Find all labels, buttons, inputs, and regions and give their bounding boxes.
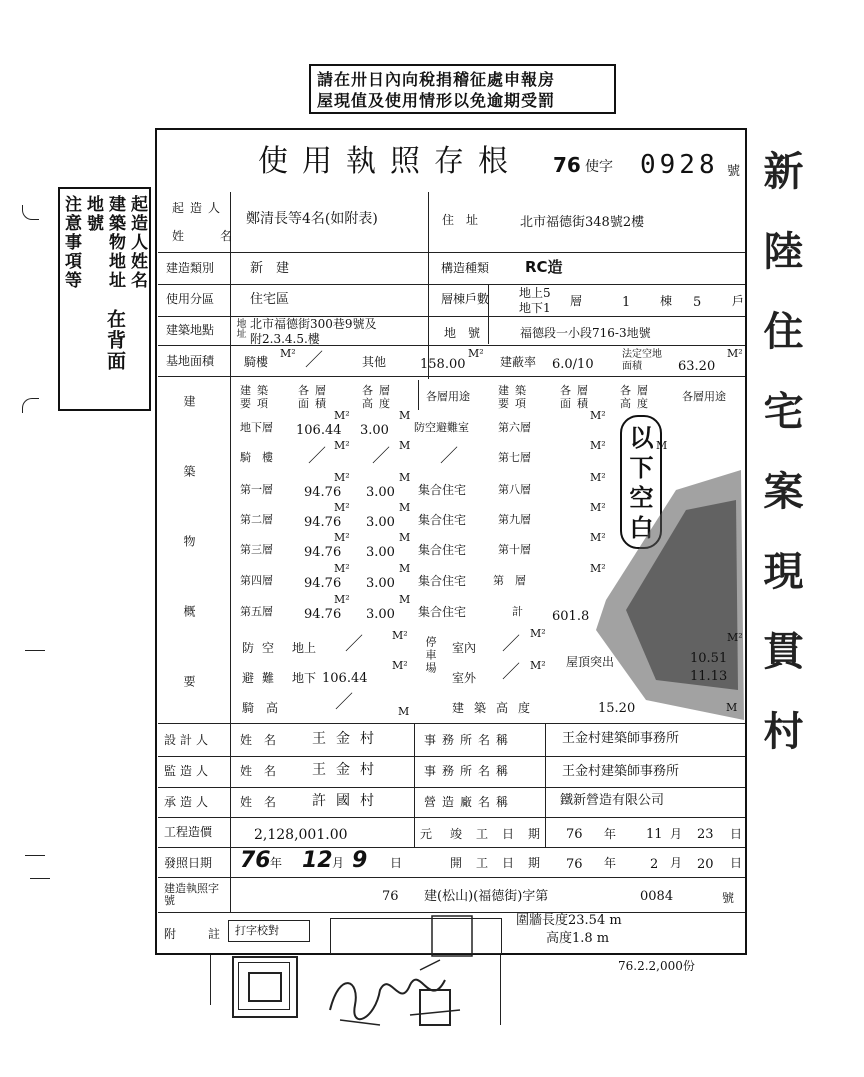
roof-value-1: 10.51 xyxy=(690,651,728,666)
role-label: 監造人 xyxy=(164,764,213,778)
title-year: 76 xyxy=(553,153,581,177)
structure-value: RC造 xyxy=(525,258,563,276)
side-note-col1: 起造人姓名 xyxy=(127,195,147,290)
roof-label: 屋頂突出 xyxy=(566,655,615,669)
structure-label: 構造種類 xyxy=(441,261,490,275)
person-name: 許國村 xyxy=(312,793,384,809)
floor-height: 3.00 xyxy=(366,515,395,530)
cost-value: 2,128,001.00 xyxy=(254,827,348,843)
m-unit: M xyxy=(726,701,738,714)
col-line xyxy=(428,192,429,379)
site-addr-line1: 北市福德街300巷9號及 xyxy=(250,317,377,331)
sqm-unit: M² xyxy=(334,409,350,422)
month-char: 月 xyxy=(332,856,345,870)
zoning-value: 住宅區 xyxy=(250,292,290,307)
row-line xyxy=(158,284,745,285)
building-overview-label: 建築物概要 xyxy=(182,395,196,745)
issue-label: 發照日期 xyxy=(164,856,213,870)
area-label: 基地面積 xyxy=(166,354,215,368)
sqm-unit: M² xyxy=(530,627,546,640)
cost-label: 工程造價 xyxy=(164,825,213,839)
name-label: 姓 名 xyxy=(240,764,277,778)
office-label: 營造廠名稱 xyxy=(424,795,515,809)
side-note-col3: 地號 xyxy=(83,195,103,233)
m-unit: M xyxy=(656,439,668,452)
row-line xyxy=(158,817,745,818)
shelter-up-label: 地上 xyxy=(292,641,317,655)
binding-mark xyxy=(22,205,39,220)
floor-use: 集合住宅 xyxy=(418,513,467,527)
floor-name-right: 第七層 xyxy=(498,451,531,464)
remarks-label: 附 註 xyxy=(164,927,231,941)
floor-name-right: 第十層 xyxy=(498,543,531,556)
units-count: 5 xyxy=(693,295,702,310)
office-name: 鐵新營造有限公司 xyxy=(560,793,665,808)
shelter-label-2: 避難 xyxy=(242,671,283,685)
sqm-unit: M² xyxy=(590,501,606,514)
proofread-seal-box: 打字校對 xyxy=(228,920,310,942)
permit-label: 建造執照字號 xyxy=(164,882,219,907)
shelter-up-value: ／ xyxy=(345,634,363,655)
floor-use: 集合住宅 xyxy=(418,483,467,497)
binding-mark xyxy=(30,878,50,879)
floor-height: 3.00 xyxy=(366,576,395,591)
row-line xyxy=(158,756,745,757)
area-unit: M² xyxy=(727,347,743,360)
lot-value: 福德段一小段716-3地號 xyxy=(520,326,651,340)
header-divider xyxy=(418,380,419,410)
m-unit: M xyxy=(399,531,411,544)
row-line xyxy=(158,723,745,724)
office-name: 王金村建築師事務所 xyxy=(562,731,680,746)
title-word: 使字 xyxy=(585,159,613,175)
side-note-col4: 注意事項等 xyxy=(61,195,81,290)
sqm-unit: M² xyxy=(334,562,350,575)
issue-month: 12 xyxy=(302,848,333,873)
floor-area: 94.76 xyxy=(304,607,342,622)
applicant-label-1: 起造人 xyxy=(172,201,227,215)
area-unit: M² xyxy=(280,347,296,360)
header-area-right: 各層面積 xyxy=(560,384,594,410)
completion-label: 竣工日期 xyxy=(450,827,555,841)
lot-label: 地 號 xyxy=(444,326,481,340)
cost-unit: 元 xyxy=(420,827,433,841)
sqm-unit: M² xyxy=(334,593,350,606)
floor-area: 94.76 xyxy=(304,576,342,591)
m-unit: M xyxy=(398,705,410,718)
building-type-value: 新 建 xyxy=(250,261,290,276)
header-height-right: 各層高度 xyxy=(620,384,654,410)
floor-name: 騎 樓 xyxy=(240,451,273,464)
m-unit: M xyxy=(399,501,411,514)
m-unit: M xyxy=(399,439,411,452)
floor-name: 地下層 xyxy=(240,421,273,434)
person-name: 王金村 xyxy=(312,731,384,747)
side-note-box xyxy=(58,187,151,411)
shelter-down-label: 地下 xyxy=(292,671,317,685)
permit-suffix: 號 xyxy=(722,891,735,905)
building-height-value: 15.20 xyxy=(598,701,636,716)
floors-above: 地上5 xyxy=(519,286,551,300)
year-char: 年 xyxy=(270,856,283,870)
side-note-col3b: 在背面 xyxy=(104,309,126,372)
floor-name-right: 第九層 xyxy=(498,513,531,526)
wall-height: 高度1.8 m xyxy=(546,931,610,946)
address-label: 住 址 xyxy=(442,213,479,227)
floor-height: 3.00 xyxy=(366,545,395,560)
small-seal xyxy=(428,912,478,962)
building-unit: 棟 xyxy=(660,294,673,308)
floor-use: 防空避難室 xyxy=(414,421,469,434)
building-type-label: 建造類別 xyxy=(166,261,215,275)
floor-height: ／ xyxy=(372,446,390,467)
start-month: 2 xyxy=(650,857,659,872)
units-unit: 戶 xyxy=(732,294,745,308)
binding-mark xyxy=(25,650,45,651)
legal-label: 法定空地面積 xyxy=(622,349,662,372)
floor-name: 第二層 xyxy=(240,513,273,526)
floor-name: 第五層 xyxy=(240,605,273,618)
print-info: 76.2.2,000份 xyxy=(618,959,695,973)
col-line xyxy=(414,723,415,847)
sqm-unit: M² xyxy=(334,531,350,544)
eaves-label: 騎 高 xyxy=(242,701,279,715)
arcade-value: ／ xyxy=(305,350,323,371)
official-seal xyxy=(232,956,298,1018)
floor-name: 第三層 xyxy=(240,543,273,556)
arcade-label: 騎樓 xyxy=(244,355,269,369)
form-title: 使用執照存根 xyxy=(258,144,522,179)
sqm-unit: M² xyxy=(334,439,350,452)
floor-name: 第一層 xyxy=(240,483,273,496)
floor-name-right: 第六層 xyxy=(498,421,531,434)
floor-name-right: 第八層 xyxy=(498,483,531,496)
floor-use: ／ xyxy=(440,446,458,467)
day-char: 日 xyxy=(390,856,403,870)
header-item: 建築要項 xyxy=(240,384,274,410)
stub-line xyxy=(500,955,501,1025)
month-char: 月 xyxy=(670,856,683,870)
sqm-unit: M² xyxy=(334,501,350,514)
notice-line2: 屋現值及使用情形以免逾期受罰 xyxy=(317,91,556,110)
floor-height: 3.00 xyxy=(366,485,395,500)
sqm-unit: M² xyxy=(727,631,743,644)
name-label: 姓 名 xyxy=(240,795,277,809)
completion-month: 11 xyxy=(646,827,663,842)
floor-unit: 層 xyxy=(570,294,583,308)
office-name: 王金村建築師事務所 xyxy=(562,764,680,779)
issue-year: 76 xyxy=(240,848,271,873)
m-unit: M xyxy=(399,562,411,575)
floor-name-right: 第 層 xyxy=(493,574,526,587)
title-suffix: 號 xyxy=(727,164,741,179)
roof-value-2: 11.13 xyxy=(690,669,728,684)
site-label: 建築地點 xyxy=(166,323,215,337)
floor-area: 106.44 xyxy=(296,423,342,438)
start-year: 76 xyxy=(566,857,583,872)
stub-line xyxy=(210,955,211,1005)
sqm-unit: M² xyxy=(590,562,606,575)
parking-in-value: ／ xyxy=(502,634,520,655)
floors-below: 地下1 xyxy=(519,301,551,315)
header-area: 各層面積 xyxy=(298,384,332,410)
m-unit: M xyxy=(399,471,411,484)
binding-mark xyxy=(22,398,39,413)
permit-year: 76 xyxy=(382,889,399,904)
sqm-unit: M² xyxy=(590,471,606,484)
other-label: 其他 xyxy=(362,355,387,369)
parking-in-label: 室內 xyxy=(452,641,477,655)
permit-text: 建(松山)(福德街)字第 xyxy=(424,889,549,904)
floor-name-right: 計 xyxy=(512,605,523,618)
sqm-unit: M² xyxy=(590,409,606,422)
sqm-unit: M² xyxy=(334,471,350,484)
zoning-label: 使用分區 xyxy=(166,292,215,306)
header-item-right: 建築要項 xyxy=(498,384,532,410)
completion-day: 23 xyxy=(697,827,714,842)
site-addr-line2: 附2.3.4.5.樓 xyxy=(250,332,320,346)
address-value: 北市福德街348號2樓 xyxy=(520,215,645,230)
applicant-label-2: 姓 名 xyxy=(172,229,245,243)
day-char: 日 xyxy=(730,856,743,870)
floor-name: 第四層 xyxy=(240,574,273,587)
m-unit: M xyxy=(399,593,411,606)
role-label: 設計人 xyxy=(164,733,213,747)
completion-year: 76 xyxy=(566,827,583,842)
building-height-label: 建築高度 xyxy=(452,701,541,715)
floor-use: 集合住宅 xyxy=(418,605,467,619)
area-unit: M² xyxy=(468,347,484,360)
floor-height: 3.00 xyxy=(366,607,395,622)
parking-out-label: 室外 xyxy=(452,671,477,685)
header-use-right: 各層用途 xyxy=(682,390,726,403)
shelter-label-1: 防空 xyxy=(242,641,283,655)
floor-area: 94.76 xyxy=(304,485,342,500)
office-label: 事務所名稱 xyxy=(424,733,515,747)
other-value: 158.00 xyxy=(420,357,466,372)
sqm-unit: M² xyxy=(392,659,408,672)
floor-height: 3.00 xyxy=(360,423,389,438)
parking-label: 停車場 xyxy=(424,636,437,675)
floor-area: 94.76 xyxy=(304,545,342,560)
m-unit: M xyxy=(399,409,411,422)
sqm-unit: M² xyxy=(590,531,606,544)
floor-use: 集合住宅 xyxy=(418,543,467,557)
permit-number: 0084 xyxy=(640,889,674,904)
notice-box xyxy=(309,64,616,114)
shelter-down-value: 106.44 xyxy=(322,671,368,686)
side-note-col2: 建築物地址 xyxy=(105,195,125,290)
year-char: 年 xyxy=(604,856,617,870)
issue-day: 9 xyxy=(352,848,368,873)
col-line xyxy=(230,192,231,912)
handwritten-signature xyxy=(320,950,480,1035)
office-label: 事務所名稱 xyxy=(424,764,515,778)
total-area: 601.8 xyxy=(552,609,590,624)
sqm-unit: M² xyxy=(590,439,606,452)
sqm-unit: M² xyxy=(392,629,408,642)
row-line xyxy=(158,345,745,346)
floor-area: 94.76 xyxy=(304,515,342,530)
start-day: 20 xyxy=(697,857,714,872)
name-label: 姓 名 xyxy=(240,733,277,747)
eaves-value: ／ xyxy=(335,692,353,713)
binding-mark xyxy=(25,855,45,856)
role-label: 承造人 xyxy=(164,795,213,809)
floor-area: ／ xyxy=(308,446,326,467)
header-use: 各層用途 xyxy=(426,390,470,403)
start-label: 開工日期 xyxy=(450,856,555,870)
wall-length: 圍牆長度23.54 m xyxy=(516,913,622,928)
coverage-label: 建蔽率 xyxy=(500,355,537,369)
row-line xyxy=(158,376,745,377)
applicant-name: 鄭清長等4名(如附表) xyxy=(246,211,378,227)
coverage-value: 6.0/10 xyxy=(552,357,594,372)
right-margin-text: 新陸住宅案現貫村 xyxy=(757,150,803,790)
site-addr-label: 地址 xyxy=(234,318,245,338)
row-line xyxy=(158,787,745,788)
month-char: 月 xyxy=(670,827,683,841)
building-count: 1 xyxy=(622,295,631,310)
legal-value: 63.20 xyxy=(678,359,716,374)
row-line xyxy=(158,316,745,317)
title-number: 0928 xyxy=(640,150,719,180)
day-char: 日 xyxy=(730,827,743,841)
floors-label: 層棟戶數 xyxy=(441,292,490,306)
parking-out-value: ／ xyxy=(502,662,520,683)
sqm-unit: M² xyxy=(530,659,546,672)
blank-below-stamp: 以下空白 xyxy=(620,415,662,549)
notice-line1: 請在卅日內向稅捐稽征處申報房 xyxy=(317,70,556,89)
floor-use: 集合住宅 xyxy=(418,574,467,588)
year-char: 年 xyxy=(604,827,617,841)
header-height: 各層高度 xyxy=(362,384,396,410)
person-name: 王金村 xyxy=(312,762,384,778)
row-line xyxy=(158,877,745,878)
row-line xyxy=(158,252,745,253)
